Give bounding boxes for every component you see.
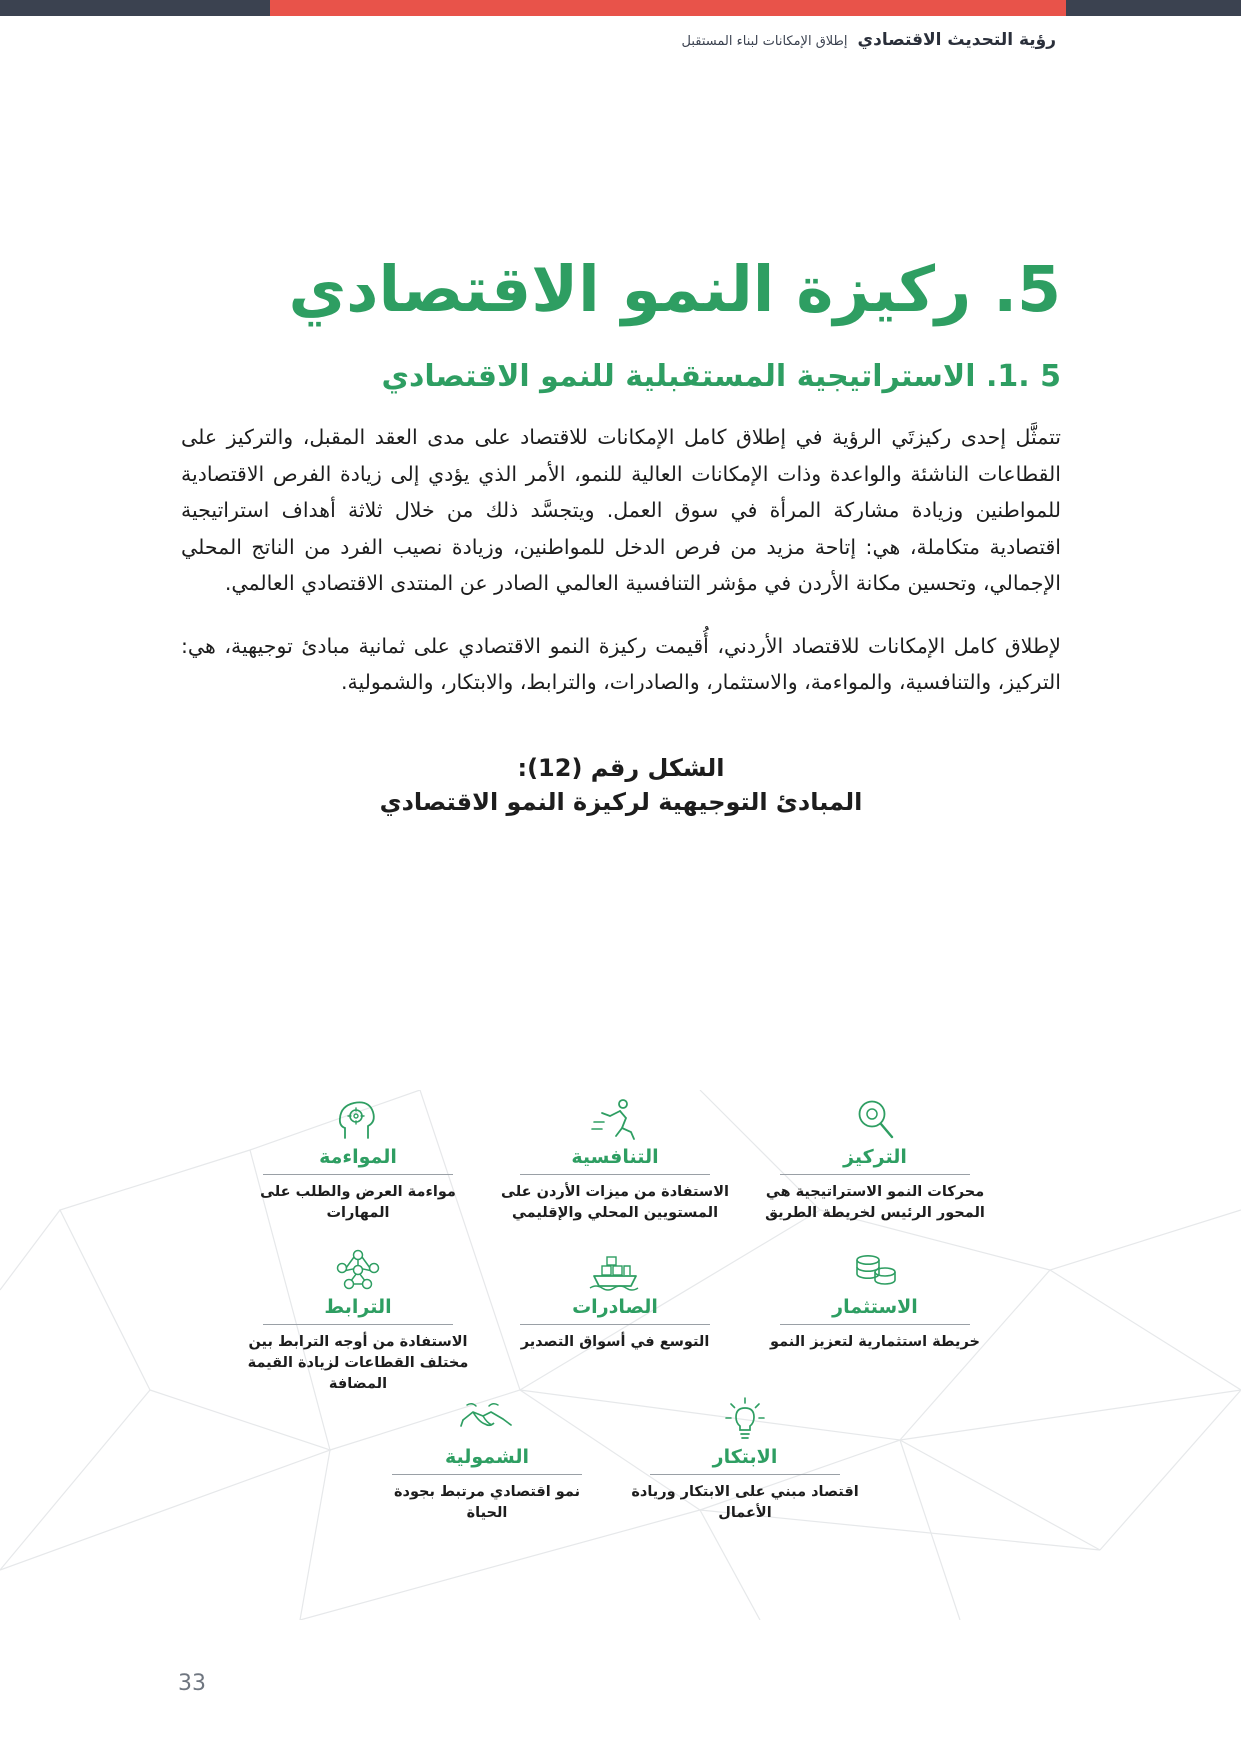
- figure-node-description: نمو اقتصادي مرتبط بجودة الحياة: [393, 1484, 581, 1522]
- magnifier-icon: [760, 1090, 990, 1142]
- topbar-segment-dark-right: [0, 0, 270, 16]
- figure-node-divider: [650, 1474, 840, 1475]
- running-head: [682, 30, 1056, 50]
- figure-node-description: مواءمة العرض والطلب على المهارات: [260, 1184, 456, 1222]
- figure-node-divider: [520, 1174, 710, 1175]
- page-number: 33: [178, 1671, 206, 1696]
- figure-node-investment: [760, 1240, 990, 1353]
- coins-icon: [760, 1240, 990, 1292]
- body-paragraph-2: لإطلاق كامل الإمكانات للاقتصاد الأردني، أُقيمت ركيزة النمو الاقتصادي على ثمانية مبادئ توجيهية، هي: التركيز، والتنافسية، والمواءمة، والاستثمار، والصادرات، والترابط، والابتكار، والشمولية.: [181, 633, 1061, 695]
- figure-caption-title: المبادئ التوجيهية لركيزة النمو الاقتصادي: [379, 788, 863, 817]
- figure-node-title: التنافسية: [571, 1146, 659, 1168]
- figure-node-title: التركيز: [843, 1146, 907, 1168]
- figure-node-description: الاستفادة من ميزات الأردن على المستويين المحلي والإقليمي: [501, 1184, 729, 1222]
- figure-node-title: الترابط: [324, 1296, 392, 1318]
- topbar-segment-dark-left: [1066, 0, 1241, 16]
- handshake-icon: [372, 1390, 602, 1442]
- section-title: 5 .1. الاستراتيجية المستقبلية للنمو الاقتصادي: [381, 359, 1061, 395]
- figure-node-divider: [392, 1474, 582, 1475]
- running-head-title: رؤية التحديث الاقتصادي: [857, 30, 1056, 50]
- chapter-title: 5. ركيزة النمو الاقتصادي: [288, 253, 1061, 326]
- figure-node-inclusiveness: [372, 1390, 602, 1524]
- top-decorative-bar: [0, 0, 1241, 16]
- figure-node-description: التوسع في أسواق التصدير: [520, 1334, 710, 1350]
- network-nodes-icon: [243, 1240, 473, 1292]
- cargo-ship-icon: [500, 1240, 730, 1292]
- figure-node-title: الصادرات: [572, 1296, 658, 1318]
- figure-node-title: الشمولية: [444, 1446, 530, 1468]
- figure-node-title: المواءمة: [319, 1146, 397, 1168]
- figure-node-innovation: [630, 1390, 860, 1524]
- figure-node-description: محركات النمو الاستراتيجية هي المحور الرئيس لخريطة الطريق: [765, 1184, 985, 1222]
- running-head-subtitle: إطلاق الإمكانات لبناء المستقبل: [681, 34, 848, 49]
- lightbulb-icon: [630, 1390, 860, 1442]
- figure-node-divider: [780, 1324, 970, 1325]
- figure-node-description: خريطة استثمارية لتعزيز النمو: [770, 1334, 980, 1350]
- figure-node-exports: [500, 1240, 730, 1353]
- topbar-segment-red: [270, 0, 1066, 16]
- figure-node-divider: [263, 1174, 453, 1175]
- figure-caption: [181, 751, 1061, 821]
- figure-caption-number: الشكل رقم (12):: [517, 753, 725, 782]
- figure-nodes: [0, 1090, 1241, 1620]
- runner-icon: [500, 1090, 730, 1142]
- figure-node-title: الابتكار: [712, 1446, 778, 1468]
- figure-node-linkage: [243, 1240, 473, 1395]
- figure-area: [0, 1090, 1241, 1620]
- figure-node-divider: [520, 1324, 710, 1325]
- figure-node-description: الاستفادة من أوجه الترابط بين مختلف القطاعات لزيادة القيمة المضافة: [247, 1334, 469, 1393]
- figure-node-divider: [780, 1174, 970, 1175]
- head-gear-icon: [243, 1090, 473, 1142]
- figure-node-alignment: [243, 1090, 473, 1224]
- figure-node-description: اقتصاد مبني على الابتكار وريادة الأعمال: [631, 1484, 859, 1522]
- figure-node-competitiveness: [500, 1090, 730, 1224]
- figure-node-focus: [760, 1090, 990, 1224]
- body-paragraph-1: تتمثَّل إحدى ركيزتَي الرؤية في إطلاق كامل الإمكانات للاقتصاد على مدى العقد المقبل، والتركيز على القطاعات الناشئة والواعدة وذات الإمكانات العالية للنمو، الأمر الذي يؤدي إلى زيادة الفرص الاقتصادية للمواطنين وزيادة مشاركة المرأة في سوق العمل. ويتجسَّد ذلك من خلال ثلاثة أهداف استراتيجية اقتصادية متكاملة، هي: إتاحة مزيد من فرص الدخل للمواطنين، وزيادة نصيب الفرد من الناتج المحلي الإجمالي، وتحسين مكانة الأردن في مؤشر التنافسية العالمي الصادر عن المنتدى الاقتصادي العالمي.: [181, 425, 1061, 596]
- figure-node-divider: [263, 1324, 453, 1325]
- figure-node-title: الاستثمار: [832, 1296, 918, 1318]
- page-content: [181, 255, 1061, 820]
